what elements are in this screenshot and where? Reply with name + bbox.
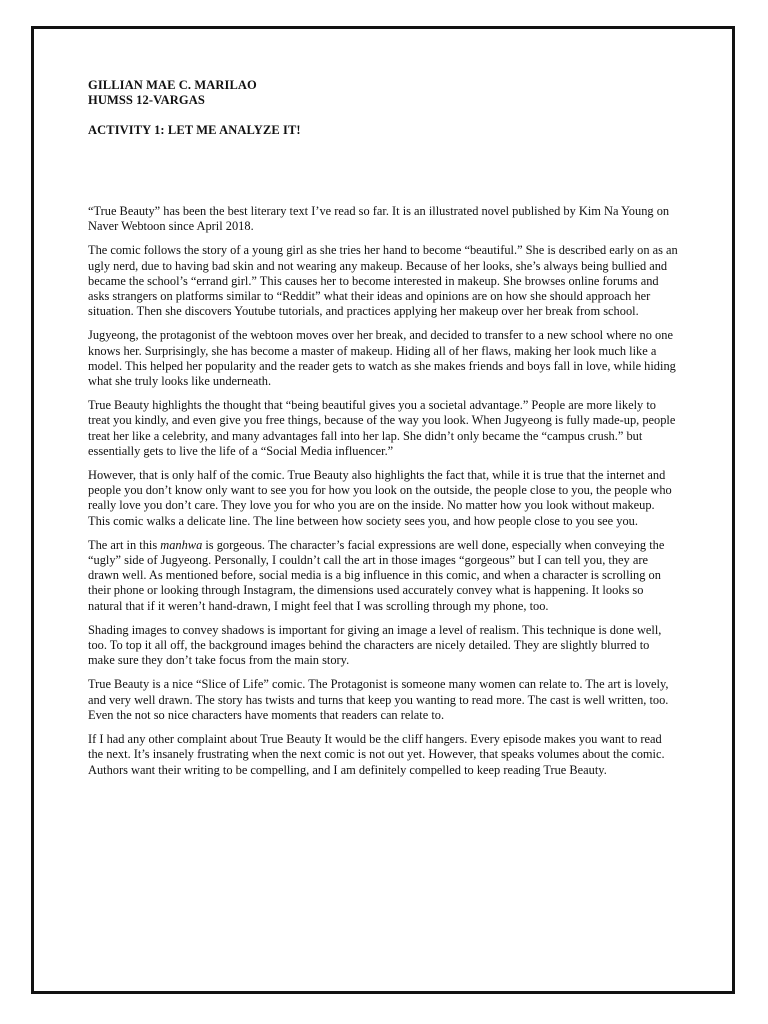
paragraph-complaint: If I had any other complaint about True Beauty It would be the cliff hangers. Every episode makes you want to read the next. It’s insanely frustrating when the next comic is not out yet. However, that speaks volumes about the comic. Authors want their writing to be compelling, and I am definitely compelled to keep reading True Beauty. — [88, 732, 665, 777]
essay-body — [88, 204, 678, 778]
paragraph-art — [88, 538, 678, 614]
paragraph-shading: Shading images to convey shadows is important for giving an image a level of realism. This technique is done well, too. To top it all off, the background images behind the characters are nicely detailed. They are slightly blurred to make sure they don’t take focus from the main story. — [88, 622, 662, 668]
class-section: HUMSS 12-VARGAS — [88, 93, 205, 107]
art-text-before: The art in this — [88, 537, 161, 552]
art-text-after: is gorgeous. The character’s facial expressions are well done, especially when conveying the “ugly” side of Jugyeong. Personally, I couldn’t call the art in those images “gorgeous” but I can tell you, they are drawn well. As mentioned before, social media is a big influence in this comic, and when a character is scrolling on their phone or looking through Instagram, the dimensions used accurately convey what is happening. It looks so natural that if it weren’t hand-drawn, I might feel that I was scrolling through my phone, too. — [88, 537, 665, 613]
paragraph-story: The comic follows the story of a young girl as she tries her hand to become “beautiful.” She is described early on as an ugly nerd, due to having bad skin and not wearing any makeup. Because of her looks, she’s always being bullied and became the school’s “errand girl.” This causes her to become interested in makeup. She browses online forums and asks strangers on platforms similar to “Reddit” what their ideas and opinions are on how she should approach her situation. Then she discovers Youtube tutorials, and practices applying her makeup over her break from school. — [88, 243, 678, 319]
art-text-italic: manhwa — [160, 537, 203, 552]
paragraph-protagonist: Jugyeong, the protagonist of the webtoon moves over her break, and decided to transfer to a new school where no one knows her. Surprisingly, she has become a master of makeup. Hiding all of her flaws, making her look much like a model. This helped her popularity and the reader gets to watch as she makes friends and boys fall in love, while hiding what she truly looks like underneath. — [88, 328, 676, 389]
author-name: GILLIAN MAE C. MARILAO — [88, 78, 257, 92]
paragraph-theme: True Beauty highlights the thought that “being beautiful gives you a societal advantage.” People are more likely to treat you kindly, and even give you free things, because of the way you look. When Jugyeong is fully made-up, people treat her like a celebrity, and many advantages fall into her lap. She didn’t only became the “campus crush.” but essentially gets to live the life of a “Social Media influencer.” — [88, 398, 676, 458]
paragraph-slice-of-life: True Beauty is a nice “Slice of Life” comic. The Protagonist is someone many women can relate to. The art is lovely, and very well drawn. The story has twists and turns that keep you wanting to read more. The cast is well written, too. Even the not so nice characters have moments that readers can relate to. — [88, 677, 669, 722]
activity-title: ACTIVITY 1: LET ME ANALYZE IT! — [88, 123, 301, 137]
paragraph-intro: “True Beauty” has been the best literary text I’ve read so far. It is an illustrated novel published by Kim Na Young on Naver Webtoon since April 2018. — [88, 204, 670, 234]
paragraph-other-half: However, that is only half of the comic. True Beauty also highlights the fact that, while it is true that the internet and people you don’t know only want to see you for how you look on the outside, the people close to you, the people who really love you don’t care. They love you for who you are on the inside. No matter how you look without makeup. This comic walks a delicate line. The line between how society sees you, and how people close to you see you. — [88, 468, 672, 528]
document-content — [88, 78, 678, 787]
